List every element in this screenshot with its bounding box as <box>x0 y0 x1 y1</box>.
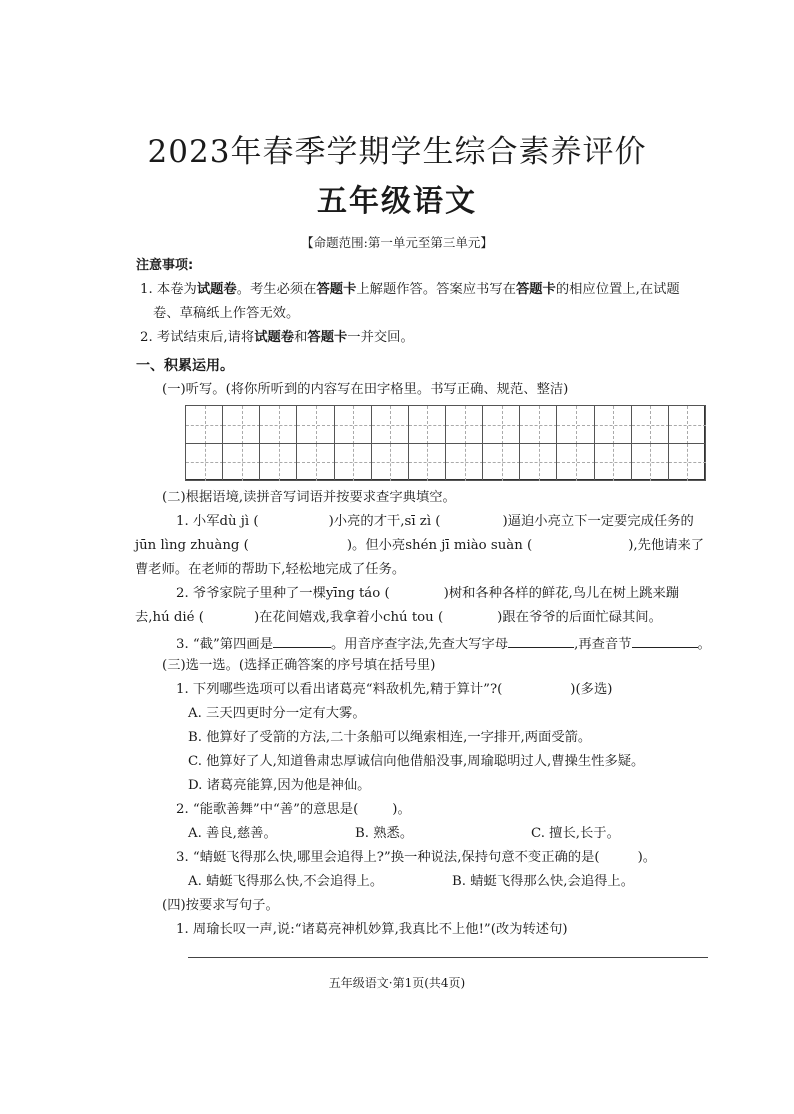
part-2-instruction: (二)根据语境,读拼音写词语并按要求查字典填空。 <box>162 490 456 505</box>
grid-cell[interactable] <box>259 443 297 482</box>
grid-guide-horizontal <box>595 425 632 426</box>
page-title: 2023年春季学期学生综合素养评价 <box>147 134 647 170</box>
grid-guide-horizontal <box>632 462 669 463</box>
choice-1-option-d: D. 诸葛亮能算,因为他是神仙。 <box>188 778 371 793</box>
q2-1-line3: 曹老师。在老师的帮助下,轻松地完成了任务。 <box>135 562 406 577</box>
grid-guide-horizontal <box>520 425 557 426</box>
grid-cell[interactable] <box>296 405 334 444</box>
grid-cell[interactable] <box>631 443 669 482</box>
part-3-instruction: (三)选一选。(选择正确答案的序号填在括号里) <box>162 658 436 673</box>
grid-guide-horizontal <box>223 462 260 463</box>
choice-2-question: 2. “能歌善舞”中“善”的意思是( )。 <box>176 802 411 817</box>
grid-cell[interactable] <box>334 443 372 482</box>
q2-1-line2: jūn lìng zhuàng ( )。但小亮shén jī miào suàn ( ),先他请来了 <box>135 538 705 553</box>
grid-cell[interactable] <box>408 405 446 444</box>
grid-guide-horizontal <box>223 425 260 426</box>
section-1-heading: 一、积累运用。 <box>136 358 234 374</box>
choice-2-option-b: B. 熟悉。 <box>355 826 414 841</box>
answer-line[interactable] <box>188 957 708 958</box>
grid-guide-horizontal <box>483 425 520 426</box>
choice-1-option-a: A. 三天四更时分一定有大雾。 <box>188 706 366 721</box>
grid-guide-horizontal <box>669 462 706 463</box>
grid-guide-horizontal <box>186 462 223 463</box>
grid-guide-horizontal <box>186 425 223 426</box>
q2-3: 3. “截”第四画是 。用音序查字法,先查大写字母 ,再查音节 。 <box>176 633 711 654</box>
grid-cell[interactable] <box>185 443 223 482</box>
part-4-instruction: (四)按要求写句子。 <box>162 898 279 913</box>
grid-cell[interactable] <box>445 405 483 444</box>
grid-cell[interactable] <box>594 405 632 444</box>
choice-3-question: 3. “蜻蜓飞得那么快,哪里会追得上?”换一种说法,保持句意不变正确的是( )。 <box>176 850 657 865</box>
grid-cell[interactable] <box>519 443 557 482</box>
grid-guide-horizontal <box>669 425 706 426</box>
notice-heading: 注意事项: <box>136 258 194 273</box>
grid-guide-horizontal <box>557 425 594 426</box>
choice-2-option-c: C. 擅长,长于。 <box>531 826 620 841</box>
grid-guide-horizontal <box>297 425 334 426</box>
exam-scope: 【命题范围:第一单元至第三单元】 <box>301 235 493 250</box>
grid-cell[interactable] <box>408 443 446 482</box>
grid-guide-horizontal <box>595 462 632 463</box>
grid-cell[interactable] <box>371 443 409 482</box>
notice-item-1: 1. 本卷为试题卷。考生必须在答题卡上解题作答。答案应书写在答题卡的相应位置上,在试题 <box>140 282 680 297</box>
grid-cell[interactable] <box>668 405 706 444</box>
grid-guide-horizontal <box>372 425 409 426</box>
grid-guide-horizontal <box>297 462 334 463</box>
grid-guide-horizontal <box>335 425 372 426</box>
grid-cell[interactable] <box>371 405 409 444</box>
notice-item-2: 2. 考试结束后,请将试题卷和答题卡一并交回。 <box>140 330 414 345</box>
grid-cell[interactable] <box>445 443 483 482</box>
part-1-instruction: (一)听写。(将你所听到的内容写在田字格里。书写正确、规范、整洁) <box>162 382 569 397</box>
grid-guide-horizontal <box>372 462 409 463</box>
grid-guide-horizontal <box>446 462 483 463</box>
grid-cell[interactable] <box>222 443 260 482</box>
grid-guide-horizontal <box>483 462 520 463</box>
grid-guide-horizontal <box>557 462 594 463</box>
grid-guide-horizontal <box>260 462 297 463</box>
grid-cell[interactable] <box>482 443 520 482</box>
q2-2-line2: 去,hú dié ( )在花间嬉戏,我拿着小chú tou ( )跟在爷爷的后面忙碌其间。 <box>135 610 662 625</box>
grid-guide-horizontal <box>446 425 483 426</box>
choice-2-option-a: A. 善良,慈善。 <box>188 826 277 841</box>
grid-cell[interactable] <box>668 443 706 482</box>
sentence-1-question: 1. 周瑜长叹一声,说:“诸葛亮神机妙算,我真比不上他!”(改为转述句) <box>176 922 568 937</box>
choice-3-option-b: B. 蜻蜓飞得那么快,会追得上。 <box>452 874 635 889</box>
notice-item-1-cont: 卷、草稿纸上作答无效。 <box>153 306 300 321</box>
tianzige-grid[interactable] <box>185 405 705 480</box>
grid-guide-horizontal <box>409 462 446 463</box>
grid-cell[interactable] <box>296 443 334 482</box>
grid-cell[interactable] <box>222 405 260 444</box>
grid-cell[interactable] <box>556 405 594 444</box>
grid-cell[interactable] <box>482 405 520 444</box>
choice-1-option-b: B. 他算好了受箭的方法,二十条船可以绳索相连,一字排开,两面受箭。 <box>188 730 592 745</box>
grid-cell[interactable] <box>556 443 594 482</box>
choice-3-option-a: A. 蜻蜓飞得那么快,不会追得上。 <box>188 874 384 889</box>
grid-guide-horizontal <box>409 425 446 426</box>
grid-cell[interactable] <box>185 405 223 444</box>
q2-1-line1: 1. 小军dù jì ( )小亮的才干,sī zì ( )逼迫小亮立下一定要完成任务的 <box>176 514 694 529</box>
q2-2-line1: 2. 爷爷家院子里种了一棵yīng táo ( )树和各种各样的鲜花,鸟儿在树上跳来蹦 <box>176 586 680 601</box>
choice-1-question: 1. 下列哪些选项可以看出诸葛亮“料敌机先,精于算计”?( )(多选) <box>176 682 613 697</box>
grid-guide-horizontal <box>632 425 669 426</box>
page-subtitle: 五年级语文 <box>317 184 477 219</box>
grid-cell[interactable] <box>631 405 669 444</box>
page-footer: 五年级语文·第1页(共4页) <box>328 976 466 990</box>
choice-1-option-c: C. 他算好了人,知道鲁肃忠厚诚信向他借船没事,周瑜聪明过人,曹操生性多疑。 <box>188 754 645 769</box>
grid-guide-horizontal <box>520 462 557 463</box>
grid-cell[interactable] <box>259 405 297 444</box>
grid-guide-horizontal <box>335 462 372 463</box>
grid-cell[interactable] <box>594 443 632 482</box>
grid-cell[interactable] <box>519 405 557 444</box>
grid-guide-horizontal <box>260 425 297 426</box>
grid-cell[interactable] <box>334 405 372 444</box>
